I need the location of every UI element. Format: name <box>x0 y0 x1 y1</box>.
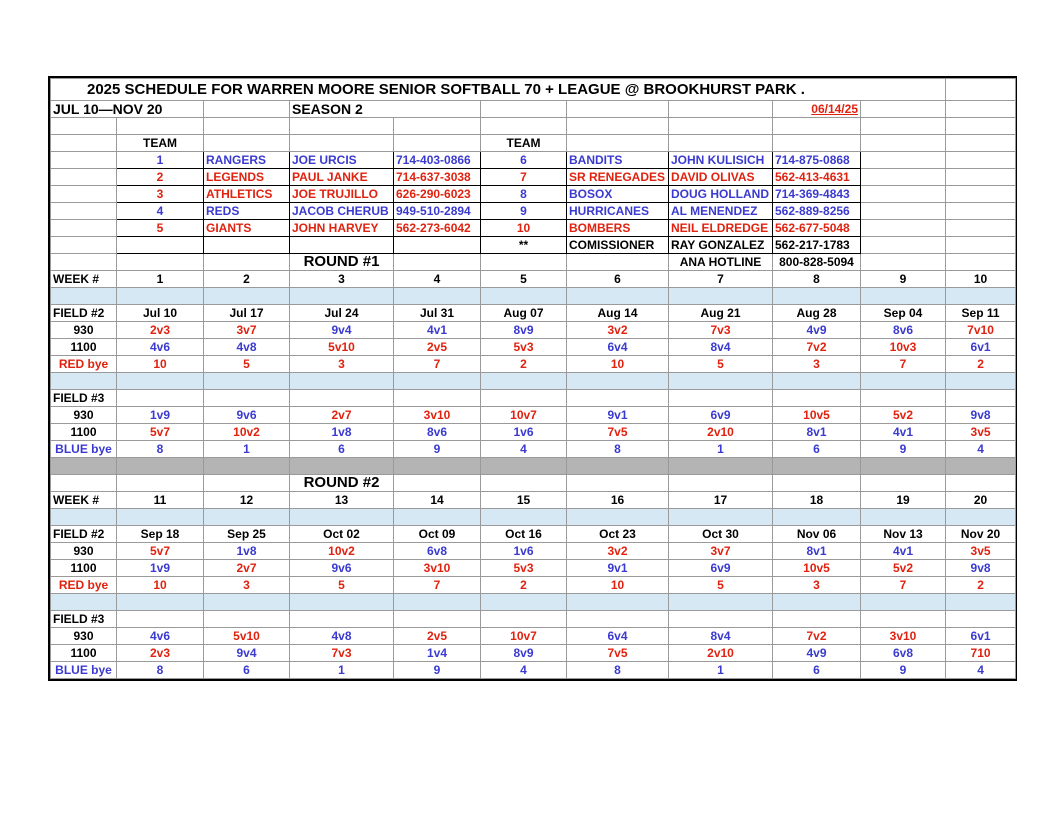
matchup: 5v10 <box>204 628 290 645</box>
game-date: Oct 30 <box>669 526 773 543</box>
team-phone: 714-369-4843 <box>773 186 861 203</box>
team-header-left: TEAM <box>117 135 204 152</box>
field3-row <box>51 611 1016 628</box>
week-number: 20 <box>946 492 1016 509</box>
matchup: 7v2 <box>773 339 861 356</box>
matchup: 9v6 <box>204 407 290 424</box>
team-row <box>51 203 1016 220</box>
field2-row <box>51 305 1016 322</box>
field2-label: FIELD #2 <box>51 526 117 543</box>
matchup: 4v8 <box>290 628 394 645</box>
matchup: 10v7 <box>481 407 567 424</box>
team-number: 9 <box>481 203 567 220</box>
team-manager: RAY GONZALEZ <box>669 237 773 254</box>
bye-team: 4 <box>481 662 567 679</box>
week-label: WEEK # <box>51 271 117 288</box>
week-number: 2 <box>204 271 290 288</box>
time-label: 930 <box>51 628 117 645</box>
matchup: 7v2 <box>773 628 861 645</box>
matchup: 10v5 <box>773 560 861 577</box>
matchup: 9v1 <box>567 407 669 424</box>
matchup: 8v9 <box>481 645 567 662</box>
bye-team: 1 <box>204 441 290 458</box>
game-date: Jul 17 <box>204 305 290 322</box>
team-phone: 562-889-8256 <box>773 203 861 220</box>
matchup: 2v10 <box>669 645 773 662</box>
team-name: SR RENEGADES <box>567 169 669 186</box>
bye-team: 4 <box>946 662 1016 679</box>
game-date: Jul 24 <box>290 305 394 322</box>
time-label: 1100 <box>51 560 117 577</box>
matchup: 8v1 <box>773 543 861 560</box>
matchup: 5v2 <box>861 560 946 577</box>
band-row <box>51 288 1016 305</box>
matchup: 5v10 <box>290 339 394 356</box>
team-number: 8 <box>481 186 567 203</box>
team-number: 2 <box>117 169 204 186</box>
matchup: 1v4 <box>394 645 481 662</box>
team-name: BOMBERS <box>567 220 669 237</box>
bye-team: 3 <box>773 356 861 373</box>
matchup: 3v5 <box>946 543 1016 560</box>
field2-label: FIELD #2 <box>51 305 117 322</box>
matchup: 5v7 <box>117 543 204 560</box>
team-number: ** <box>481 237 567 254</box>
bye-team: 8 <box>567 662 669 679</box>
time-label: 930 <box>51 322 117 339</box>
matchup: 1v6 <box>481 424 567 441</box>
matchup: 7v3 <box>669 322 773 339</box>
matchup: 5v2 <box>861 407 946 424</box>
matchup: 4v6 <box>117 628 204 645</box>
week-number: 4 <box>394 271 481 288</box>
field2-930-row <box>51 322 1016 339</box>
matchup: 2v7 <box>290 407 394 424</box>
matchup: 2v3 <box>117 322 204 339</box>
bye-team: 10 <box>567 577 669 594</box>
matchup: 8v4 <box>669 628 773 645</box>
bye-team: 9 <box>861 441 946 458</box>
game-date: Nov 13 <box>861 526 946 543</box>
team-number: 3 <box>117 186 204 203</box>
team-row <box>51 152 1016 169</box>
team-row <box>51 237 1016 254</box>
week-row <box>51 492 1016 509</box>
matchup: 6v4 <box>567 628 669 645</box>
bye-team: 10 <box>117 577 204 594</box>
week-label: WEEK # <box>51 492 117 509</box>
bye-team: 7 <box>394 577 481 594</box>
field3-label: FIELD #3 <box>51 611 117 628</box>
week-row <box>51 271 1016 288</box>
date-range: JUL 10—NOV 20 <box>51 101 204 118</box>
bye-team: 10 <box>567 356 669 373</box>
spacer-row <box>51 118 1016 135</box>
matchup: 3v10 <box>394 407 481 424</box>
team-phone: 562-273-6042 <box>394 220 481 237</box>
team-number: 7 <box>481 169 567 186</box>
matchup: 7v10 <box>946 322 1016 339</box>
matchup: 8v4 <box>669 339 773 356</box>
week-number: 11 <box>117 492 204 509</box>
matchup: 9v1 <box>567 560 669 577</box>
matchup: 9v8 <box>946 560 1016 577</box>
round-title: ROUND #2 <box>290 475 394 492</box>
matchup: 7v3 <box>290 645 394 662</box>
time-label: 1100 <box>51 339 117 356</box>
team-name: ATHLETICS <box>204 186 290 203</box>
bye-team: 8 <box>567 441 669 458</box>
bye-team: 4 <box>946 441 1016 458</box>
matchup: 1v8 <box>290 424 394 441</box>
matchup: 8v6 <box>861 322 946 339</box>
team-manager: DOUG HOLLAND <box>669 186 773 203</box>
round-header-row <box>51 254 1016 271</box>
bye-team: 6 <box>290 441 394 458</box>
matchup: 10v7 <box>481 628 567 645</box>
week-number: 13 <box>290 492 394 509</box>
team-phone: 949-510-2894 <box>394 203 481 220</box>
matchup: 3v5 <box>946 424 1016 441</box>
bye-team: 5 <box>669 356 773 373</box>
band-row <box>51 594 1016 611</box>
team-phone: 562-413-4631 <box>773 169 861 186</box>
field2-1100-row <box>51 560 1016 577</box>
team-number: 1 <box>117 152 204 169</box>
matchup: 9v4 <box>290 322 394 339</box>
team-name: GIANTS <box>204 220 290 237</box>
gray-separator-row <box>51 458 1016 475</box>
matchup: 1v9 <box>117 407 204 424</box>
matchup: 3v2 <box>567 322 669 339</box>
week-number: 17 <box>669 492 773 509</box>
week-number: 6 <box>567 271 669 288</box>
team-manager: PAUL JANKE <box>290 169 394 186</box>
team-name: HURRICANES <box>567 203 669 220</box>
bye-team: 8 <box>117 662 204 679</box>
blue-bye-label: BLUE bye <box>51 441 117 458</box>
game-date: Sep 18 <box>117 526 204 543</box>
matchup: 6v9 <box>669 407 773 424</box>
matchup: 2v3 <box>117 645 204 662</box>
week-number: 1 <box>117 271 204 288</box>
bye-team: 7 <box>861 577 946 594</box>
game-date: Sep 04 <box>861 305 946 322</box>
bye-team: 2 <box>481 577 567 594</box>
team-manager: AL MENENDEZ <box>669 203 773 220</box>
matchup: 4v8 <box>204 339 290 356</box>
time-label: 1100 <box>51 424 117 441</box>
updated-date: 06/14/25 <box>773 101 861 118</box>
bye-team: 6 <box>773 662 861 679</box>
team-name: RANGERS <box>204 152 290 169</box>
team-phone: 714-637-3038 <box>394 169 481 186</box>
week-number: 15 <box>481 492 567 509</box>
bye-team: 5 <box>669 577 773 594</box>
week-number: 12 <box>204 492 290 509</box>
matchup: 10v2 <box>204 424 290 441</box>
matchup: 9v8 <box>946 407 1016 424</box>
game-date: Aug 28 <box>773 305 861 322</box>
matchup: 3v7 <box>204 322 290 339</box>
matchup: 1v8 <box>204 543 290 560</box>
matchup: 6v4 <box>567 339 669 356</box>
team-name: LEGENDS <box>204 169 290 186</box>
matchup: 5v3 <box>481 339 567 356</box>
matchup: 4v9 <box>773 645 861 662</box>
matchup: 1v6 <box>481 543 567 560</box>
matchup: 2v10 <box>669 424 773 441</box>
matchup: 2v5 <box>394 628 481 645</box>
matchup: 8v9 <box>481 322 567 339</box>
game-date: Sep 25 <box>204 526 290 543</box>
team-manager: DAVID OLIVAS <box>669 169 773 186</box>
matchup: 3v10 <box>861 628 946 645</box>
team-name: COMISSIONER <box>567 237 669 254</box>
matchup: 8v6 <box>394 424 481 441</box>
game-date: Oct 09 <box>394 526 481 543</box>
week-number: 10 <box>946 271 1016 288</box>
matchup: 2v5 <box>394 339 481 356</box>
team-manager: NEIL ELDREDGE <box>669 220 773 237</box>
bye-team: 7 <box>861 356 946 373</box>
matchup: 7v5 <box>567 645 669 662</box>
matchup: 3v2 <box>567 543 669 560</box>
matchup: 4v1 <box>394 322 481 339</box>
bye-team: 3 <box>290 356 394 373</box>
bye-team: 6 <box>204 662 290 679</box>
team-header-right: TEAM <box>481 135 567 152</box>
matchup: 5v7 <box>117 424 204 441</box>
blue-bye-row <box>51 441 1016 458</box>
week-number: 19 <box>861 492 946 509</box>
week-number: 8 <box>773 271 861 288</box>
week-number: 9 <box>861 271 946 288</box>
game-date: Nov 20 <box>946 526 1016 543</box>
bye-team: 6 <box>773 441 861 458</box>
team-manager: JOHN KULISICH <box>669 152 773 169</box>
bye-team: 7 <box>394 356 481 373</box>
game-date: Nov 06 <box>773 526 861 543</box>
team-phone: 714-875-0868 <box>773 152 861 169</box>
matchup: 9v4 <box>204 645 290 662</box>
schedule-sheet <box>48 76 1017 681</box>
field2-1100-row <box>51 339 1016 356</box>
matchup: 4v1 <box>861 424 946 441</box>
matchup: 3v10 <box>394 560 481 577</box>
red-bye-row <box>51 577 1016 594</box>
red-bye-label: RED bye <box>51 356 117 373</box>
matchup: 7v5 <box>567 424 669 441</box>
bye-team: 10 <box>117 356 204 373</box>
time-label: 930 <box>51 407 117 424</box>
matchup: 2v7 <box>204 560 290 577</box>
week-number: 3 <box>290 271 394 288</box>
field3-1100-row <box>51 645 1016 662</box>
bye-team: 1 <box>669 662 773 679</box>
matchup: 6v9 <box>669 560 773 577</box>
matchup: 4v1 <box>861 543 946 560</box>
game-date: Oct 23 <box>567 526 669 543</box>
bye-team: 5 <box>204 356 290 373</box>
hotline-phone: 800-828-5094 <box>773 254 861 271</box>
round-header-row <box>51 475 1016 492</box>
matchup: 6v1 <box>946 628 1016 645</box>
red-bye-row <box>51 356 1016 373</box>
band-row <box>51 509 1016 526</box>
bye-team: 3 <box>204 577 290 594</box>
matchup: 10v5 <box>773 407 861 424</box>
title-row <box>51 79 1016 101</box>
team-phone: 562-217-1783 <box>773 237 861 254</box>
bye-team: 9 <box>394 441 481 458</box>
field3-label: FIELD #3 <box>51 390 117 407</box>
team-manager: JACOB CHERUB <box>290 203 394 220</box>
week-number: 16 <box>567 492 669 509</box>
schedule-body <box>51 79 1016 679</box>
bye-team: 2 <box>481 356 567 373</box>
game-date: Aug 07 <box>481 305 567 322</box>
game-date: Jul 10 <box>117 305 204 322</box>
field3-row <box>51 390 1016 407</box>
team-number: 4 <box>117 203 204 220</box>
game-date: Sep 11 <box>946 305 1016 322</box>
bye-team: 8 <box>117 441 204 458</box>
bye-team: 9 <box>861 662 946 679</box>
blue-bye-label: BLUE bye <box>51 662 117 679</box>
team-name: BANDITS <box>567 152 669 169</box>
time-label: 930 <box>51 543 117 560</box>
schedule-table <box>50 78 1016 679</box>
bye-team: 5 <box>290 577 394 594</box>
round-title: ROUND #1 <box>290 254 394 271</box>
bye-team: 1 <box>290 662 394 679</box>
season-row <box>51 101 1016 118</box>
game-date: Oct 02 <box>290 526 394 543</box>
bye-team: 2 <box>946 577 1016 594</box>
bye-team: 9 <box>394 662 481 679</box>
bye-team: 4 <box>481 441 567 458</box>
team-manager: JOHN HARVEY <box>290 220 394 237</box>
season-label: SEASON 2 <box>290 101 481 118</box>
team-number: 6 <box>481 152 567 169</box>
team-name: BOSOX <box>567 186 669 203</box>
team-manager: JOE TRUJILLO <box>290 186 394 203</box>
matchup: 5v3 <box>481 560 567 577</box>
field3-930-row <box>51 628 1016 645</box>
game-date: Aug 14 <box>567 305 669 322</box>
matchup: 6v1 <box>946 339 1016 356</box>
team-manager: JOE URCIS <box>290 152 394 169</box>
team-name: REDS <box>204 203 290 220</box>
matchup: 4v9 <box>773 322 861 339</box>
week-number: 5 <box>481 271 567 288</box>
matchup: 6v8 <box>861 645 946 662</box>
matchup: 4v6 <box>117 339 204 356</box>
field2-930-row <box>51 543 1016 560</box>
page-title: 2025 SCHEDULE FOR WARREN MOORE SENIOR SOFTBALL 70 + LEAGUE @ BROOKHURST PARK . <box>51 79 946 101</box>
team-header-row <box>51 135 1016 152</box>
matchup: 10v3 <box>861 339 946 356</box>
week-number: 7 <box>669 271 773 288</box>
team-number: 5 <box>117 220 204 237</box>
matchup: 8v1 <box>773 424 861 441</box>
bye-team: 1 <box>669 441 773 458</box>
field3-1100-row <box>51 424 1016 441</box>
matchup: 6v8 <box>394 543 481 560</box>
matchup: 10v2 <box>290 543 394 560</box>
team-phone: 562-677-5048 <box>773 220 861 237</box>
hotline-label: ANA HOTLINE <box>669 254 773 271</box>
field2-row <box>51 526 1016 543</box>
matchup: 9v6 <box>290 560 394 577</box>
red-bye-label: RED bye <box>51 577 117 594</box>
matchup: 1v9 <box>117 560 204 577</box>
game-date: Jul 31 <box>394 305 481 322</box>
team-row <box>51 169 1016 186</box>
field3-930-row <box>51 407 1016 424</box>
blue-bye-row <box>51 662 1016 679</box>
team-number: 10 <box>481 220 567 237</box>
bye-team: 3 <box>773 577 861 594</box>
game-date: Oct 16 <box>481 526 567 543</box>
team-phone: 626-290-6023 <box>394 186 481 203</box>
time-label: 1100 <box>51 645 117 662</box>
band-row <box>51 373 1016 390</box>
matchup: 710 <box>946 645 1016 662</box>
team-phone: 714-403-0866 <box>394 152 481 169</box>
matchup: 3v7 <box>669 543 773 560</box>
game-date: Aug 21 <box>669 305 773 322</box>
team-row <box>51 186 1016 203</box>
bye-team: 2 <box>946 356 1016 373</box>
week-number: 14 <box>394 492 481 509</box>
team-row <box>51 220 1016 237</box>
week-number: 18 <box>773 492 861 509</box>
